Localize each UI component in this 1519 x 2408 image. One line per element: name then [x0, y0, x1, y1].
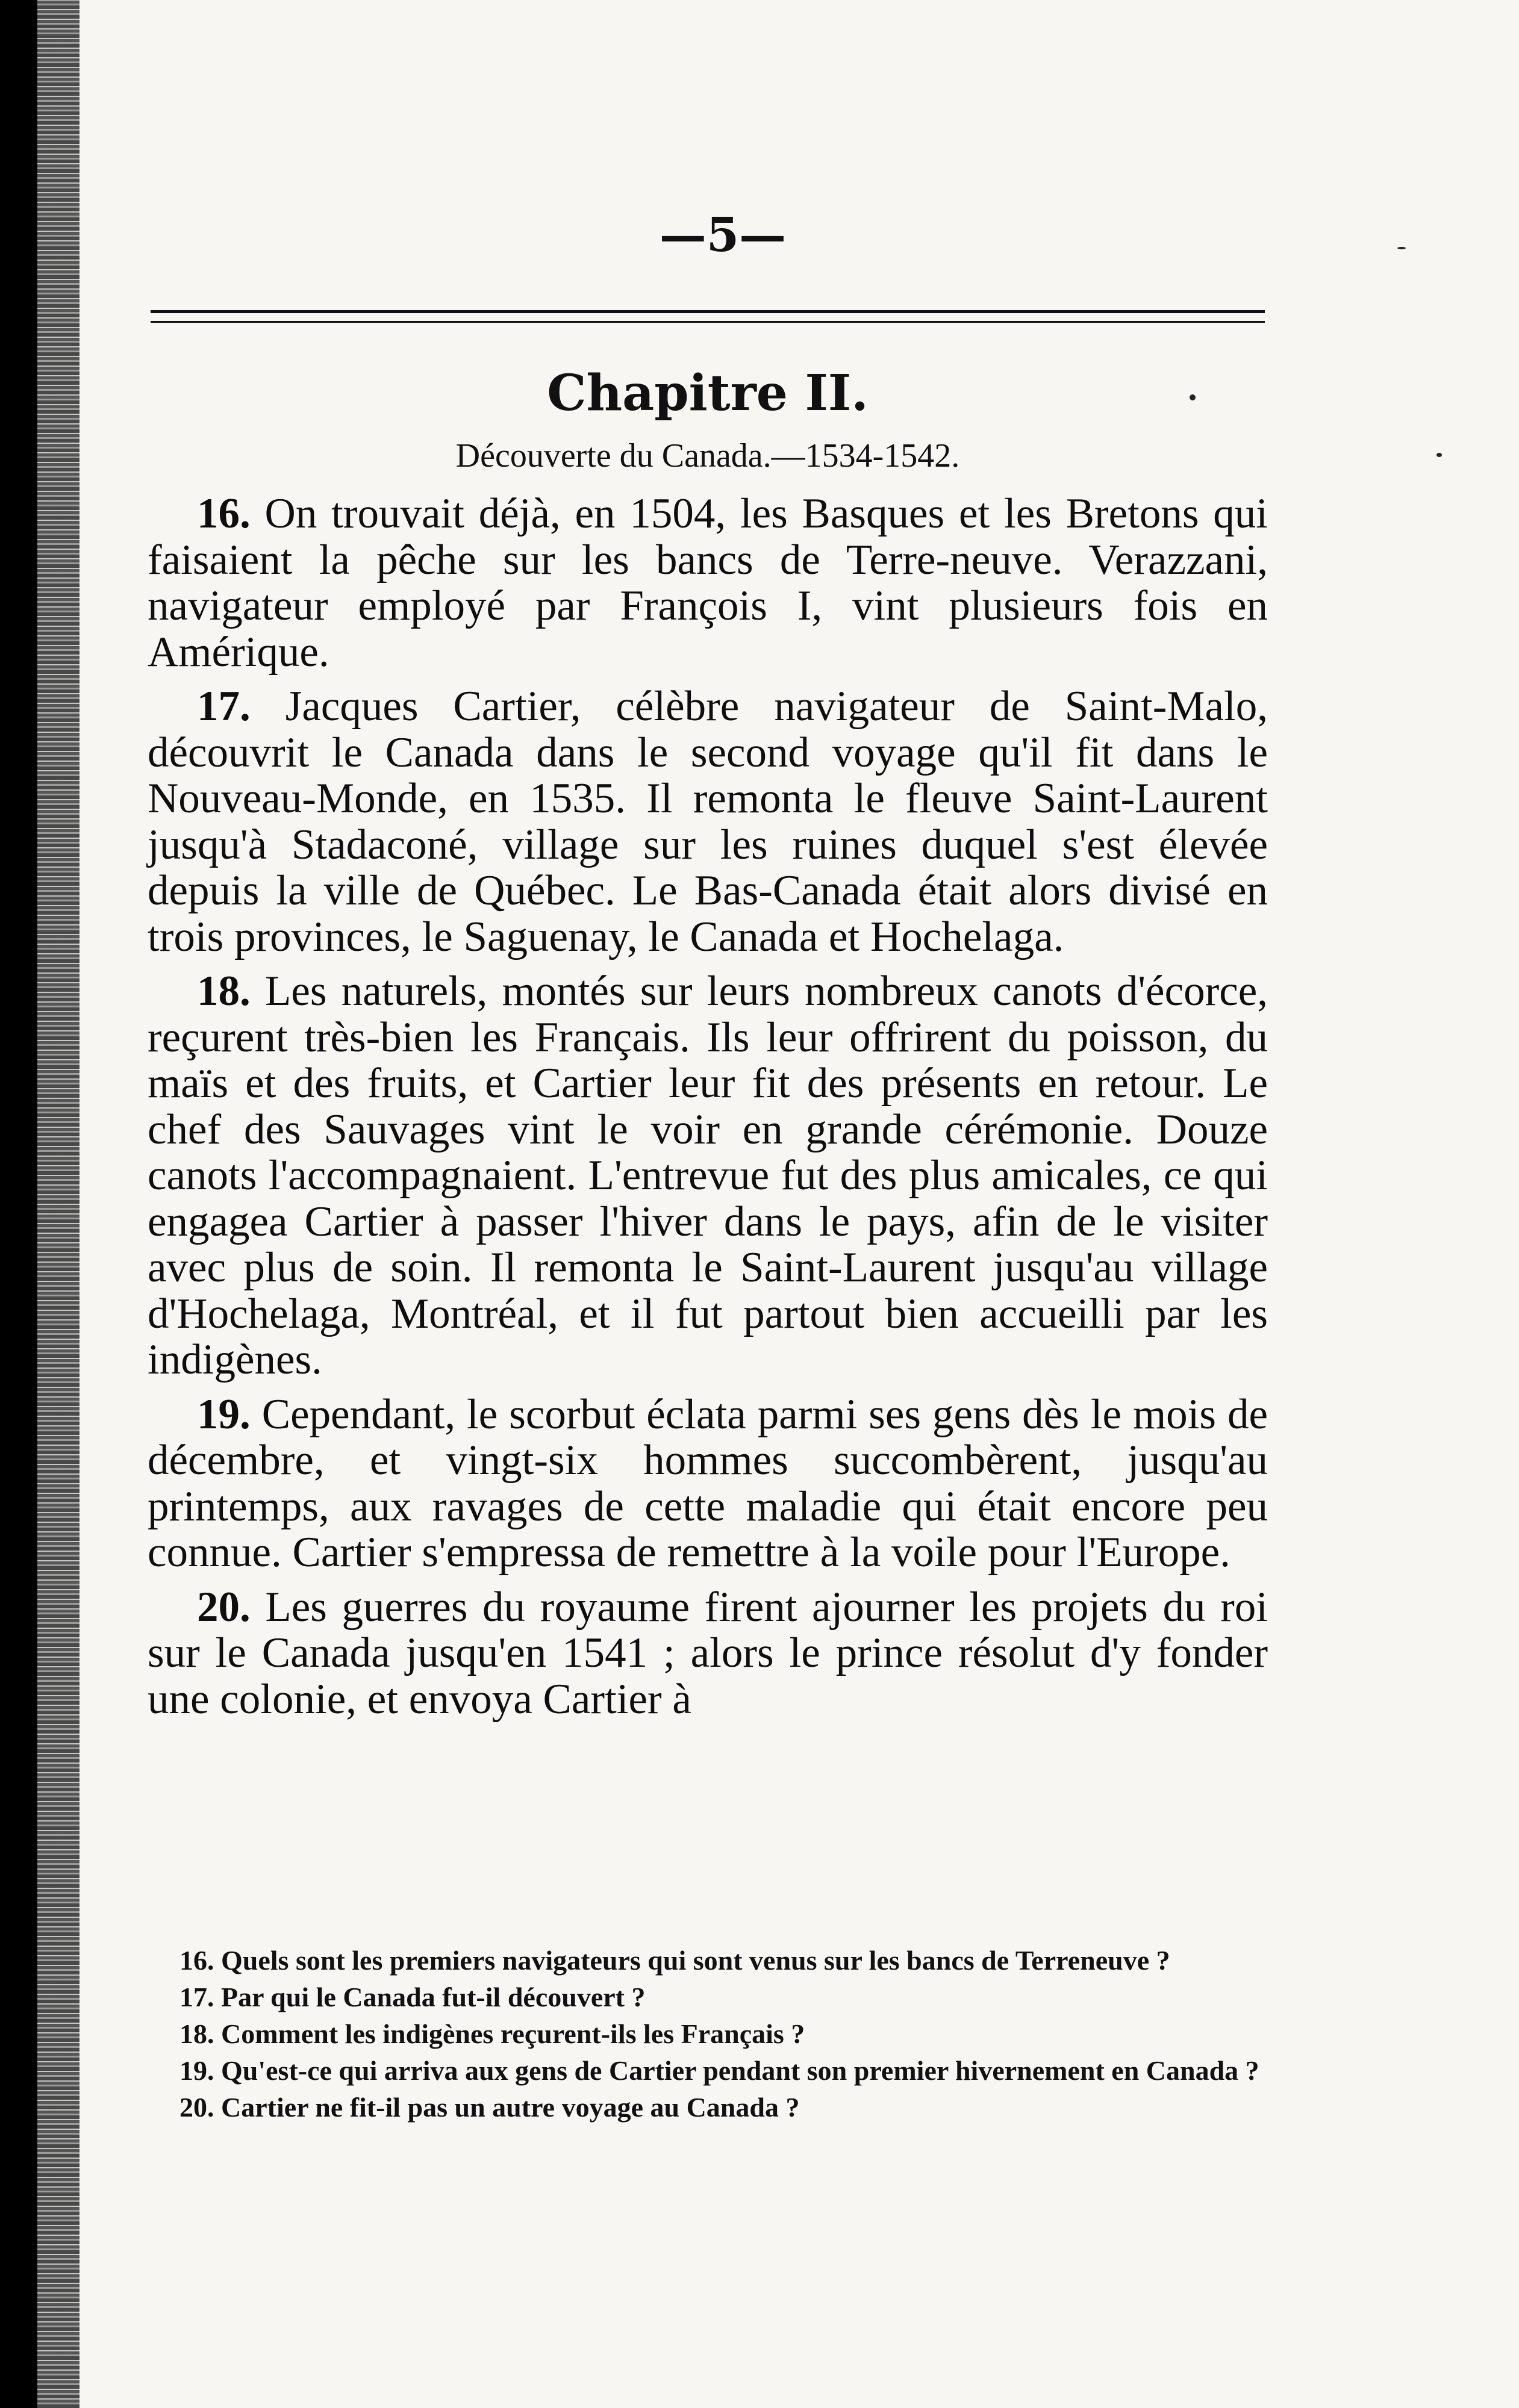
paragraph-number: 20. — [197, 1583, 251, 1631]
body-text — [148, 491, 1268, 1731]
paragraph-text: Les guerres du royaume firent ajourner les projets du roi sur le Canada jusqu'en 1541 ; alors le prince résolut d'y fonder une colonie, et envoya Cartier à — [148, 1583, 1268, 1723]
review-questions — [137, 1942, 1270, 2126]
chapter-subtitle: Découverte du Canada.—1534-1542. — [455, 437, 960, 474]
page-spine-edge — [37, 0, 80, 2408]
paragraph-text: Les naturels, montés sur leurs nombreux canots d'écorce, reçurent très-bien les Français. Ils leur offrirent du poisson, du maïs et des fruits, et Cartier leur fit des présents en retour. Le chef des Sauvages vint le voir en grande cérémonie. Douze canots l'accompagnaient. L'entrevue fut des plus amicales, ce qui engagea Cartier à passer l'hiver dans le pays, afin de le visiter avec plus de soin. Il remonta le Saint-Laurent jusqu'au village d'Hochelaga, Montréal, et il fut partout bien accueilli par les indigènes. — [148, 968, 1268, 1383]
question: 17. Par qui le Canada fut-il découvert ? — [179, 1982, 646, 2012]
paragraph-text: On trouvait déjà, en 1504, les Basques et les Bretons qui faisaient la pêche sur les bancs de Terre-neuve. Verazzani, navigateur employé par François I, vint plusieurs fois en Amérique. — [148, 490, 1268, 676]
question: 18. Comment les indigènes reçurent-ils les Français ? — [179, 2018, 805, 2049]
print-speck — [1397, 247, 1406, 249]
paragraph-number: 19. — [197, 1390, 251, 1438]
question: 20. Cartier ne fit-il pas un autre voyage au Canada ? — [179, 2092, 800, 2123]
paragraph — [148, 683, 1268, 960]
paragraph-text: Jacques Cartier, célèbre navigateur de Saint-Malo, découvrit le Canada dans le second voyage qu'il fit dans le Nouveau-Monde, en 1535. Il remonta le fleuve Saint-Laurent jusqu'à Stadaconé, village sur les ruines duquel s'est élevée depuis la ville de Québec. Le Bas-Canada était alors divisé en trois provinces, le Saguenay, le Canada et Hochelaga. — [148, 683, 1268, 960]
paragraph — [148, 968, 1268, 1383]
print-speck — [1190, 394, 1196, 400]
paragraph-number: 17. — [197, 683, 251, 730]
paragraph — [148, 1392, 1268, 1576]
paragraph-text: Cependant, le scorbut éclata parmi ses gens dès le mois de décembre, et vingt-six hommes succombèrent, jusqu'au printemps, aux ravages de cette maladie qui était encore peu connue. Cartier s'empressa de remettre à la voile pour l'Europe. — [148, 1390, 1268, 1576]
page-number: —5— — [659, 208, 787, 263]
header-rule-bottom — [151, 321, 1265, 323]
question: 19. Qu'est-ce qui arriva aux gens de Cartier pendant son premier hivernement en Canada ? — [179, 2055, 1259, 2086]
chapter-title: Chapitre II. — [547, 364, 869, 422]
paragraph — [148, 1584, 1268, 1723]
header-rule-top — [151, 310, 1265, 313]
question: 16. Quels sont les premiers navigateurs qui sont venus sur les bancs de Terreneuve ? — [179, 1945, 1170, 1976]
paragraph-number: 16. — [197, 490, 251, 537]
paragraph-number: 18. — [197, 968, 251, 1015]
paragraph — [148, 491, 1268, 675]
print-speck — [1436, 453, 1442, 457]
